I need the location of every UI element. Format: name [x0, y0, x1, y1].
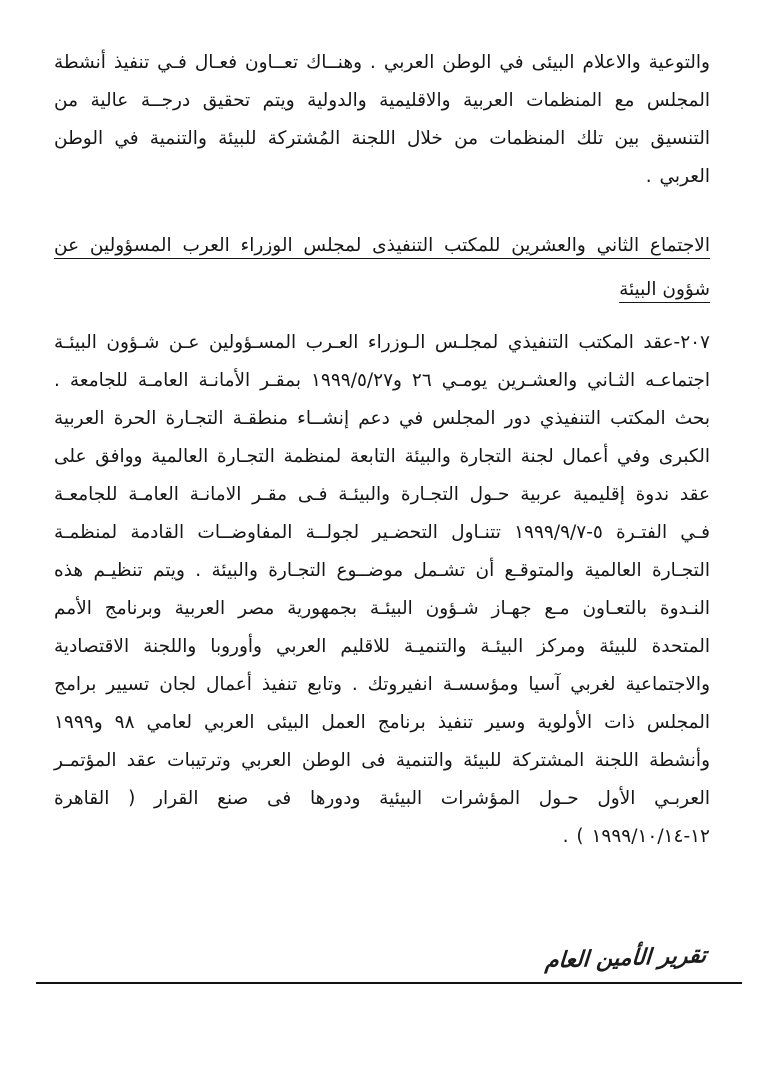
- paragraph-number: ٢٠٧-: [673, 332, 710, 353]
- footer-handwritten-note: تقرير الأمين العام: [543, 943, 707, 974]
- numbered-paragraph: [54, 324, 710, 856]
- paragraph-text: عقد المكتب التنفيذي لمجلـس الـوزراء العـرب المسـؤولين عـن شـؤون البيئـة اجتماعـه الثـاني والعشـرين يومـي ٢٦ و١٩٩٩/٥/٢٧ بمقـر الأمانـة العامـة للجامعة . بحث المكتب التنفيذي دور المجلس في دعم إنشــاء منطقـة التجـارة الحرة العربية الكبرى وفي أعمال لجنة التجارة والبيئة التابعة لمنظمة التجـارة العالمية ووافق على عقد ندوة إقليمية عربية حـول التجـارة والبيئـة فـى مقـر الامانـة العامـة للجامعـة فـي الفتـرة ٥-١٩٩٩/٩/٧ تتنـاول التحضـير لجولــة المفاوضــات القادمة لمنظمـة التجـارة العالمية والمتوقـع أن تشـمل موضــوع التجـارة والبيئة . ويتم تنظيـم هذه النـدوة بالتعـاون مـع جهـاز شـؤون البيئـة بجمهورية مصر العربية وبرنامج الأمم المتحدة للبيئة ومركز البيئـة والتنميـة للاقليم العربي وأوروبا واللجنة الاقتصادية والاجتماعية لغربي آسيا ومؤسسـة انفيروتك . وتابع تنفيذ أعمال لجان تسيير برامج المجلس ذات الأولوية وسير تنفيذ برنامج العمل البيئى العربي لعامي ٩٨ و١٩٩٩ وأنشطة اللجنة المشتركة للبيئة والتنمية فى الوطن العربي وترتيبات عقد المؤتمـر العربـي الأول حـول المؤشرات البيئية ودورها فى صنع القرار ( القاهرة ١٢-١٩٩٩/١٠/١٤ ) .: [54, 332, 710, 847]
- section-heading: الاجتماع الثاني والعشرين للمكتب التنفيذى لمجلس الوزراء العرب المسؤولين عن شؤون البيئة: [54, 235, 710, 300]
- intro-paragraph: والتوعية والاعلام البيئى في الوطن العربي . وهنــاك تعــاون فعـال فـي تنفيذ أنشطة المجلس مع المنظمات العربية والاقليمية والدولية ويتم تحقيق درجــة عالية من التنسيق بين تلك المنظمات من خلال اللجنة المُشتركة للبيئة والتنمية في الوطن العربي .: [54, 52, 710, 187]
- footer-rule: [36, 982, 742, 984]
